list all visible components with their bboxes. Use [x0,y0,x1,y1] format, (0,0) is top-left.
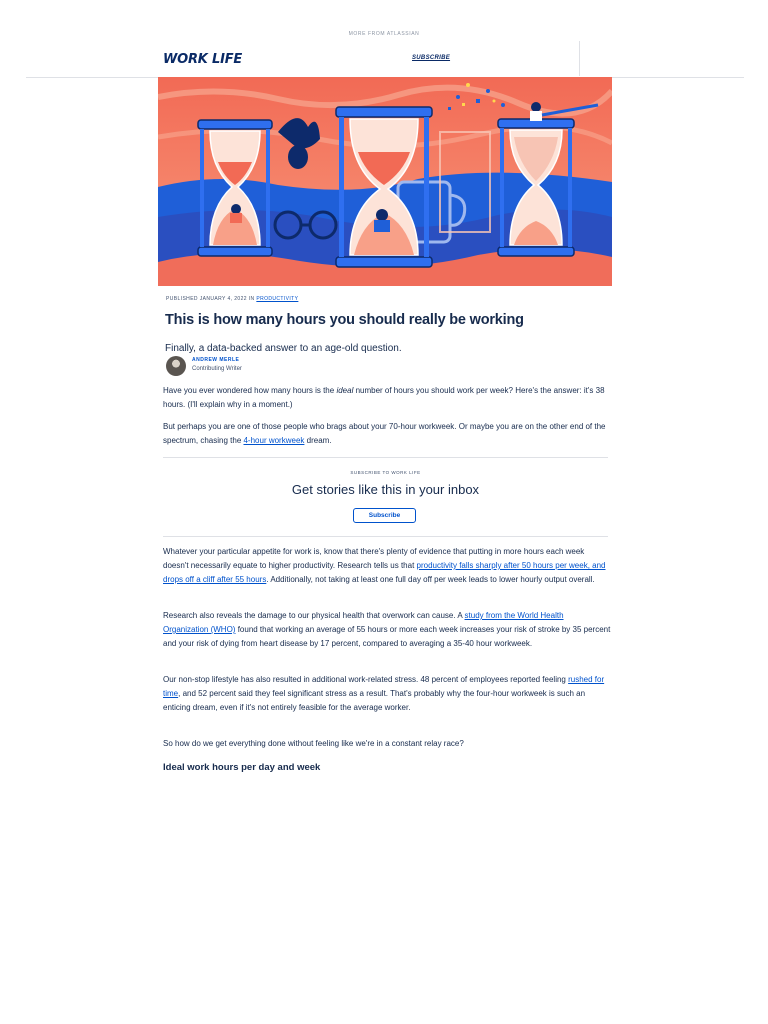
subscribe-label: SUBSCRIBE TO WORK LIFE [350,470,421,475]
who-study-link[interactable]: study from the World Health Organization (WHO) [163,611,564,634]
paragraph-question: So how do we get everything done without feeling like we're in a constant relay race? [163,739,464,748]
section-heading-ideal-hours: Ideal work hours per day and week [163,762,321,773]
article-title: This is how many hours you should really be working [165,312,524,328]
author-name[interactable]: ANDREW MERLE [192,357,240,363]
article-subtitle: Finally, a data-backed answer to an age-old question. [165,343,402,354]
productivity-study-link[interactable]: productivity falls sharply after 50 hours per week, and drops off a cliff after 55 hours [163,561,606,584]
paragraph-health: Research also reveals the damage to our physical health that overwork can cause. A study from the World Health Organization (WHO) found that working an average of 55 hours or more each week increases your risk of stroke by 35 percent and your risk of dying from heart disease by 17 percent, compared to averaging a 35-40 hour workweek. [163,611,611,648]
nav-divider [579,41,580,76]
top-navbar [26,41,744,78]
author-avatar [166,356,186,376]
subscribe-button[interactable]: Subscribe [353,508,416,523]
paragraph-intro: Have you ever wondered how many hours is the ideal number of hours you should work per week? Here's the answer: it's 38 hours. (I'll explain why in a moment.) [163,386,605,409]
author-role: Contributing Writer [192,366,242,372]
nav-subscribe-link[interactable]: SUBSCRIBE [412,55,451,61]
published-date: PUBLISHED JANUARY 4, 2022 IN [166,296,257,302]
paragraph-workweek: But perhaps you are one of those people who brags about your 70-hour workweek. Or maybe you are on the other end of the spectrum, chasing the 4-hour workweek dream. [163,422,606,445]
paragraph-stress: Our non-stop lifestyle has also resulted in additional work-related stress. 48 percent of employees reported feeling rushed for time, and 52 percent said they feel significant stress as a result. That's probably why the four-hour workweek is such an enticing dream, even if it's not entirely feasible for the average worker. [163,675,605,712]
subscribe-box [163,457,608,537]
hero-illustration-hourglasses [158,77,612,286]
work-life-logo[interactable]: WORK LIFE [163,52,243,67]
category-link[interactable]: PRODUCTIVITY [256,296,299,302]
more-from-atlassian-label: MORE FROM ATLASSIAN [348,31,420,37]
article-meta [166,296,298,302]
subscribe-heading: Get stories like this in your inbox [291,482,480,497]
four-hour-workweek-link[interactable]: 4-hour workweek [243,436,305,445]
paragraph-productivity: Whatever your particular appetite for work is, know that there's plenty of evidence that putting in more hours each week doesn't necessarily equate to higher productivity. Research tells us that productivity falls sharply after 50 hours per week, and drops off a cliff after 55 hours. Additionally, not taking at least one full day off per week leads to lower hourly output overall. [163,547,606,584]
rushed-for-time-link[interactable]: rushed for time [163,675,605,698]
